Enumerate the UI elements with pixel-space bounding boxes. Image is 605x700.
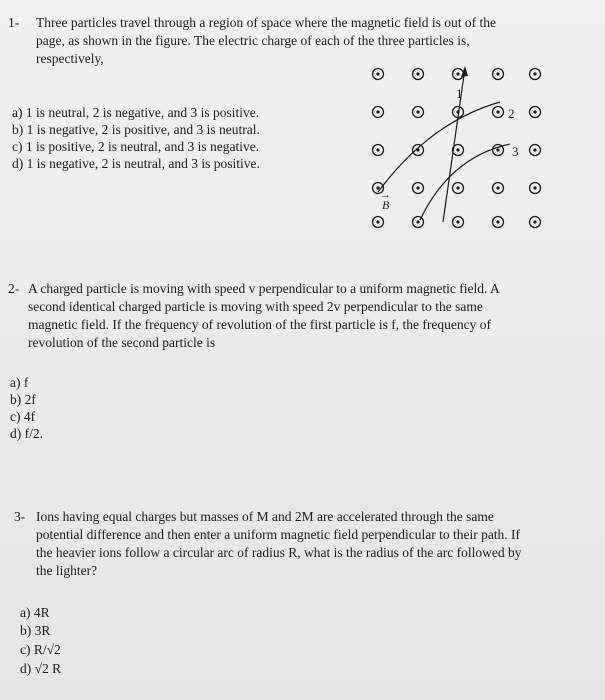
question-2-number: 2- bbox=[8, 281, 20, 296]
particle-1-label: 1 bbox=[456, 86, 463, 101]
field-out-of-page-icon bbox=[530, 69, 541, 80]
field-out-of-page-icon bbox=[530, 145, 541, 156]
question-3-number: 3- bbox=[14, 509, 26, 524]
question-3-text bbox=[36, 508, 599, 580]
field-out-of-page-icon bbox=[493, 183, 504, 194]
question-2-line-3: magnetic field. If the frequency of revolution of the first particle is f, the frequency of bbox=[28, 317, 491, 332]
question-3-option-c[interactable]: c) R/√2 bbox=[20, 642, 61, 657]
field-out-of-page-icon bbox=[413, 217, 424, 228]
question-3-option-b[interactable]: b) 3R bbox=[20, 623, 51, 638]
particle-1-arrowhead bbox=[461, 66, 468, 77]
field-out-of-page-icon bbox=[530, 217, 541, 228]
particle-2-path bbox=[378, 102, 500, 192]
field-arrow: → bbox=[380, 189, 391, 201]
field-label-b: B bbox=[382, 198, 390, 212]
question-2-line-4: revolution of the second particle is bbox=[28, 335, 216, 350]
field-out-of-page-icon bbox=[413, 69, 424, 80]
question-3-option-d[interactable]: d) √2 R bbox=[20, 661, 62, 676]
field-out-of-page-icon bbox=[493, 107, 504, 118]
field-out-of-page-icon bbox=[493, 69, 504, 80]
question-3-option-a[interactable]: a) 4R bbox=[20, 605, 50, 620]
question-2-text bbox=[28, 280, 598, 352]
question-3-line-2: potential difference and then enter a uniform magnetic field perpendicular to their path. If bbox=[36, 527, 521, 542]
field-out-of-page-icon bbox=[373, 107, 384, 118]
question-3-line-4: the lighter? bbox=[36, 563, 98, 578]
question-3-line-3: the heavier ions follow a circular arc of radius R, what is the radius of the arc followed by bbox=[36, 545, 522, 560]
question-3-line-1: Ions having equal charges but masses of M and 2M are accelerated through the same bbox=[36, 509, 494, 524]
question-2-line-2: second identical charged particle is moving with speed 2v perpendicular to the same bbox=[28, 299, 483, 314]
question-2-line-1: A charged particle is moving with speed v perpendicular to a uniform magnetic field. A bbox=[28, 281, 500, 296]
question-1-option-a[interactable]: a) 1 is neutral, 2 is negative, and 3 is positive. bbox=[12, 105, 260, 120]
question-1-text bbox=[36, 14, 596, 68]
magnetic-field-diagram bbox=[360, 62, 550, 242]
field-out-of-page-icon bbox=[530, 183, 541, 194]
field-out-of-page-icon bbox=[413, 107, 424, 118]
field-out-of-page-icon bbox=[373, 145, 384, 156]
magnetic-field-figure bbox=[360, 62, 550, 242]
question-1-option-d[interactable]: d) 1 is negative, 2 is neutral, and 3 is positive. bbox=[12, 156, 260, 171]
field-out-of-page-icon bbox=[413, 145, 424, 156]
question-2-option-d[interactable]: d) f/2. bbox=[10, 426, 43, 441]
question-1-number: 1- bbox=[8, 15, 20, 30]
question-1-line-3: respectively, bbox=[36, 51, 104, 66]
field-out-of-page-icon bbox=[493, 217, 504, 228]
particle-2-label: 2 bbox=[508, 106, 515, 121]
question-1-option-c[interactable]: c) 1 is positive, 2 is neutral, and 3 is negative. bbox=[12, 139, 260, 154]
question-1-line-2: page, as shown in the figure. The electric charge of each of the three particles is, bbox=[36, 33, 470, 48]
question-2-option-b[interactable]: b) 2f bbox=[10, 392, 36, 407]
question-1-option-b[interactable]: b) 1 is negative, 2 is positive, and 3 is neutral. bbox=[12, 122, 260, 137]
question-2-option-a[interactable]: a) f bbox=[10, 375, 29, 390]
field-out-of-page-icon bbox=[453, 69, 464, 80]
field-out-of-page-icon bbox=[373, 69, 384, 80]
field-out-of-page-icon bbox=[453, 183, 464, 194]
question-2-option-c[interactable]: c) 4f bbox=[10, 409, 36, 424]
field-out-of-page-icon bbox=[373, 217, 384, 228]
field-out-of-page-icon bbox=[530, 107, 541, 118]
particle-3-label: 3 bbox=[512, 144, 519, 159]
field-out-of-page-icon bbox=[453, 217, 464, 228]
question-1-line-1: Three particles travel through a region of space where the magnetic field is out of the bbox=[36, 15, 496, 30]
field-out-of-page-icon bbox=[413, 183, 424, 194]
